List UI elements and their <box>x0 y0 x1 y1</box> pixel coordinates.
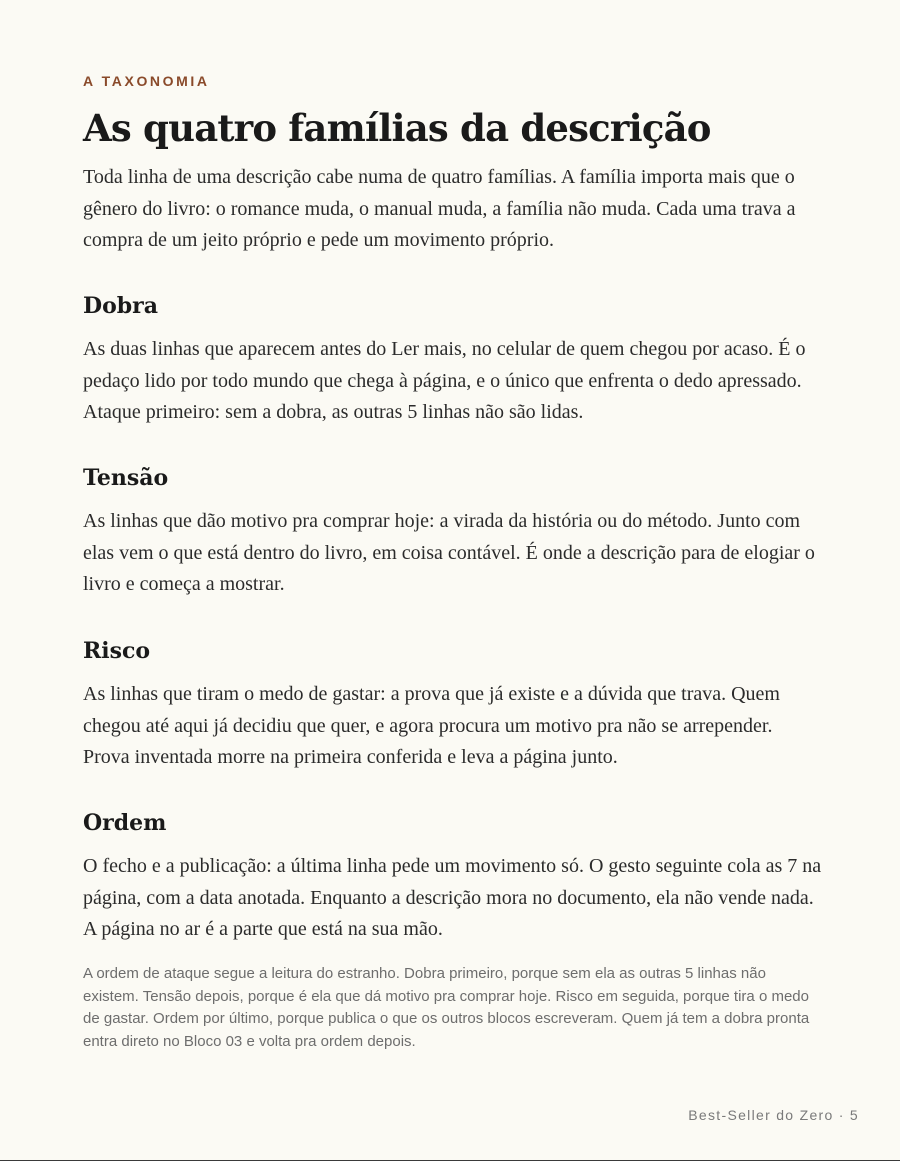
section-heading-risco: Risco <box>83 638 151 664</box>
section-body-risco: As linhas que tiram o medo de gastar: a prova que já existe e a dúvida que trava. Quem chegou até aqui já decidiu que quer, e agora procura um motivo pra não se arrepender. Prova inventada morre na primeira conferida e leva a página junto. <box>83 683 780 768</box>
intro-paragraph: Toda linha de uma descrição cabe numa de quatro famílias. A família importa mais que o gênero do livro: o romance muda, o manual muda, a família não muda. Cada uma trava a compra de um jeito próprio e pede um movimento próprio. <box>83 166 796 251</box>
page-footer: Best-Seller do Zero · 5 <box>688 1107 859 1123</box>
note-paragraph: A ordem de ataque segue a leitura do estranho. Dobra primeiro, porque sem ela as outras 5 linhas não existem. Tensão depois, porque é ela que dá motivo pra comprar hoje. Risco em seguida, porque tira o medo de gastar. Ordem por último, porque publica o que os outros blocos escreveram. Quem já tem a dobra pronta entra direto no Bloco 03 e volta pra ordem depois. <box>83 965 810 1050</box>
eyebrow-label: A TAXONOMIA <box>83 73 210 89</box>
section-body-dobra: As duas linhas que aparecem antes do Ler mais, no celular de quem chegou por acaso. É o pedaço lido por todo mundo que chega à página, e o único que enfrenta o dedo apressado. Ataque primeiro: sem a dobra, as outras 5 linhas não são lidas. <box>83 338 806 423</box>
section-heading-ordem: Ordem <box>83 810 167 836</box>
section-body-tensao: As linhas que dão motivo pra comprar hoje: a virada da história ou do método. Junto com elas vem o que está dentro do livro, em coisa contável. É onde a descrição para de elogiar o livro e começa a mostrar. <box>83 510 815 595</box>
section-heading-tensao: Tensão <box>83 465 169 491</box>
section-body-ordem: O fecho e a publicação: a última linha pede um movimento só. O gesto seguinte cola as 7 na página, com a data anotada. Enquanto a descrição mora no documento, ela não vende nada. A página no ar é a parte que está na sua mão. <box>83 855 822 940</box>
section-heading-dobra: Dobra <box>83 293 158 319</box>
page-title: As quatro famílias da descrição <box>83 106 711 150</box>
